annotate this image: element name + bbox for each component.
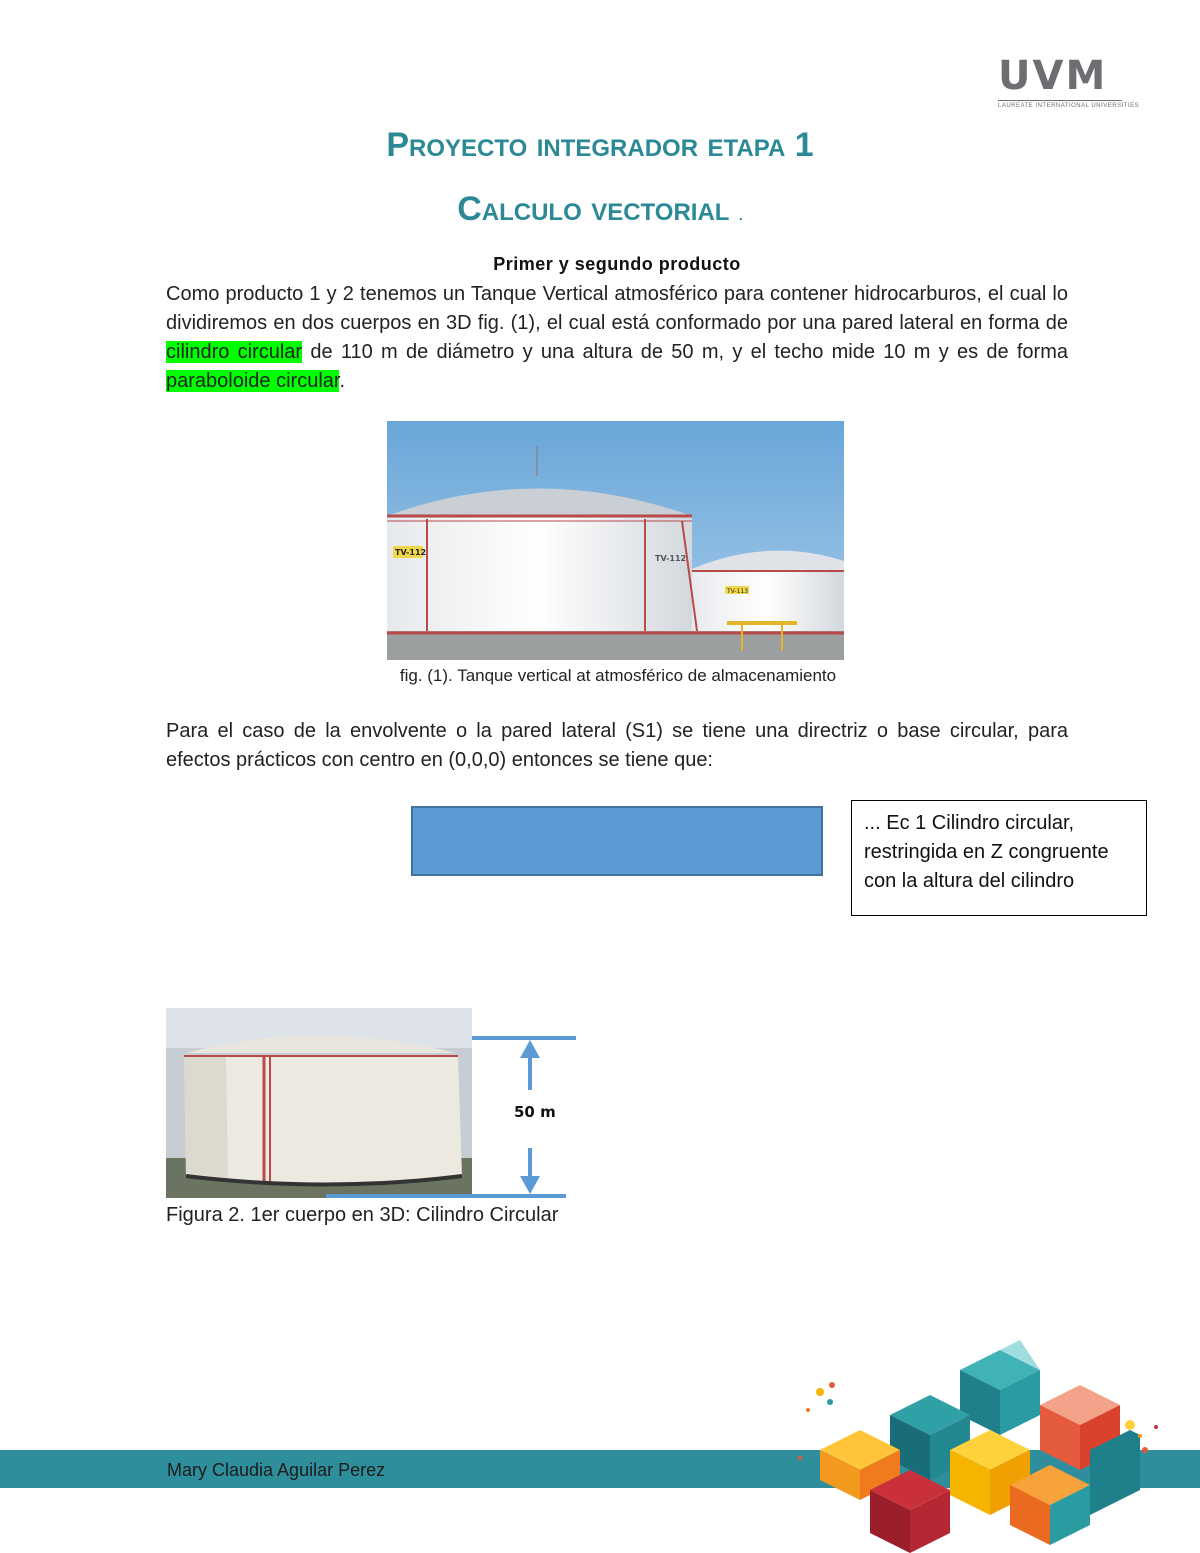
subtitle-mark: . [738,207,743,223]
arrow-down-head [520,1176,540,1194]
height-dimension [166,1028,586,1200]
logo-tagline: LAUREATE INTERNATIONAL UNIVERSITIES [998,100,1122,109]
highlight-paraboloid: paraboloide circular [166,370,340,392]
envelope-paragraph: Para el caso de la envolvente o la pared lateral (S1) se tiene una directriz o base circular, para efectos prácticos con centro en (0,0,0) entonces se tiene que: [166,720,1068,771]
page-title: Proyecto integrador etapa 1 [386,126,814,164]
section-heading: Primer y segundo producto [493,254,741,274]
author-name: Mary Claudia Aguilar Perez [167,1460,386,1480]
tank-label-3: TV-113 [727,588,749,595]
intro-text-2: de 110 m de diámetro y una altura de 50 m, y el techo mide 10 m y es de forma [302,341,1068,363]
intro-paragraph [166,280,1068,396]
tank-photo [387,421,844,660]
tank-label-2: TV-112 [655,554,687,563]
arrow-up-head [520,1040,540,1058]
figure2-caption: Figura 2. 1er cuerpo en 3D: Cilindro Circular [166,1204,559,1226]
intro-text-3: . [339,370,345,392]
highlight-cylinder: cilindro circular [166,341,303,363]
decorative-cubes-graphic [790,1340,1170,1553]
figure1-caption: fig. (1). Tanque vertical at atmosférico de almacenamiento [399,666,837,685]
dimension-label: 50 m [514,1103,556,1121]
equation-note: ... Ec 1 Cilindro circular, restringida en Z congruente con la altura del cilindro [851,800,1147,916]
page-subtitle [0,190,1200,229]
equation-box [411,806,823,876]
intro-text-1: Como producto 1 y 2 tenemos un Tanque Vertical atmosférico para contener hidrocarburos, el cual lo dividiremos en dos cuerpos en 3D fig. (1), el cual está conformado por una pared lateral en forma de [166,283,1068,334]
tank-label-1: TV-112 [395,548,427,557]
subtitle-text: Calculo vectorial [457,190,730,228]
logo-text: UVM [998,53,1108,99]
uvm-logo [998,53,1140,110]
